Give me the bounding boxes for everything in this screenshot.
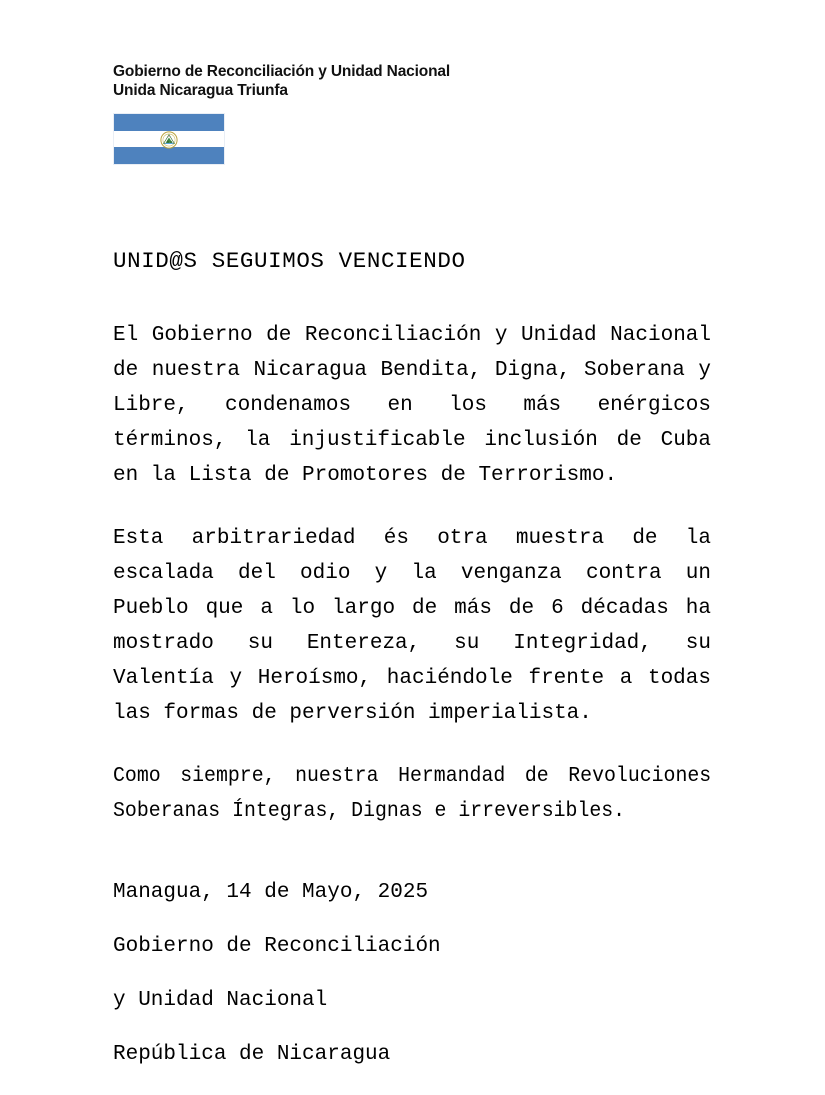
- signoff-line-3: y Unidad Nacional: [113, 989, 328, 1012]
- nicaragua-coat-of-arms-icon: [160, 131, 178, 149]
- letterhead-line-1: Gobierno de Reconciliación y Unidad Nacional: [113, 63, 451, 80]
- letterhead: [113, 62, 753, 100]
- paragraph-3: Como siempre, nuestra Hermandad de Revoluciones Soberanas Íntegras, Dignas e irreversibles.: [113, 765, 712, 823]
- paragraph-2: Esta arbitrariedad és otra muestra de la escalada del odio y la venganza contra un Pueblo que a lo largo de más de 6 décadas ha mostrado su Entereza, su Integridad, su Valentía y Heroísmo, haciéndole frente a todas las formas de perversión imperialista.: [113, 527, 711, 725]
- paragraph-1: El Gobierno de Reconciliación y Unidad Nacional de nuestra Nicaragua Bendita, Digna, Soberana y Libre, condenamos en los más enérgicos términos, la injustificable inclusión de Cuba en la Lista de Promotores de Terrorismo.: [113, 324, 711, 487]
- signoff-place-date: Managua, 14 de Mayo, 2025: [113, 881, 429, 904]
- flag-band-top: [114, 114, 224, 131]
- document-title: UNID@S SEGUIMOS VENCIENDO: [113, 248, 466, 274]
- nicaragua-flag-icon: [113, 113, 225, 165]
- letterhead-line-2: Unida Nicaragua Triunfa: [113, 82, 288, 99]
- signoff-line-4: República de Nicaragua: [113, 1043, 391, 1066]
- flag-band-bottom: [114, 147, 224, 164]
- signoff-block: [113, 852, 441, 1095]
- signoff-line-2: Gobierno de Reconciliación: [113, 935, 441, 958]
